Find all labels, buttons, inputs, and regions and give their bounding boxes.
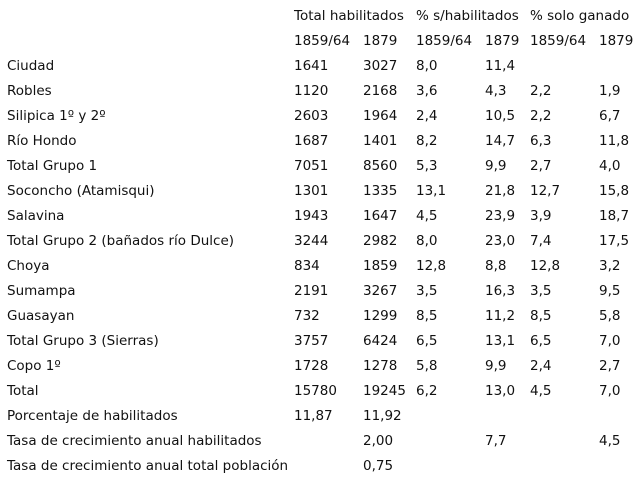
value-cell [294,429,363,454]
row-label: Sumampa [7,283,76,299]
value-cell: 8,2 [416,133,438,149]
table-row [0,354,643,379]
value-cell: 11,87 [294,408,333,424]
value-cell [530,404,599,429]
table-row [0,179,643,204]
table-row [0,429,643,454]
value-cell: 11,8 [599,133,630,149]
value-cell: 18,7 [599,208,630,224]
value-cell: 2,2 [530,83,552,99]
value-cell: 10,5 [485,108,516,124]
value-cell: 5,8 [599,308,621,324]
value-cell: 7,4 [530,233,552,249]
value-cell: 23,0 [485,233,516,249]
value-cell: 16,3 [485,283,516,299]
table-row [0,254,643,279]
row-label: Ciudad [7,58,55,74]
value-cell: 9,9 [485,358,507,374]
value-cell [530,454,599,479]
row-label: Total [7,383,39,399]
value-cell: 3244 [294,233,329,249]
table-row [0,79,643,104]
table-row [0,54,643,79]
value-cell: 1401 [363,133,398,149]
value-cell [294,454,363,479]
value-cell: 1278 [363,358,398,374]
year-header-cell: 1879 [485,33,520,49]
value-cell: 1299 [363,308,398,324]
value-cell: 13,1 [485,333,516,349]
value-cell: 11,2 [485,308,516,324]
value-cell: 6,2 [416,383,438,399]
value-cell: 732 [294,308,320,324]
value-cell: 1335 [363,183,398,199]
value-cell: 6,5 [416,333,438,349]
value-cell: 2982 [363,233,398,249]
value-cell [530,54,599,79]
value-cell: 2603 [294,108,329,124]
header-blank-cell [0,29,294,54]
value-cell: 7,0 [599,383,621,399]
value-cell: 3,6 [416,83,438,99]
value-cell: 6424 [363,333,398,349]
row-label: Porcentaje de habilitados [7,408,178,424]
value-cell: 12,8 [416,258,447,274]
value-cell: 3,5 [530,283,552,299]
header-pct-habilitados: % s/habilitados [416,8,519,24]
table-row [0,154,643,179]
value-cell: 11,92 [363,408,402,424]
value-cell: 1859 [363,258,398,274]
value-cell: 3267 [363,283,398,299]
value-cell: 8560 [363,158,398,174]
value-cell: 12,8 [530,258,561,274]
value-cell: 15,8 [599,183,630,199]
value-cell: 8,5 [416,308,438,324]
header-pct-solo-ganado: % solo ganado [530,8,630,24]
value-cell: 3757 [294,333,329,349]
value-cell: 3,5 [416,283,438,299]
value-cell: 2,7 [599,358,621,374]
value-cell: 3027 [363,58,398,74]
value-cell: 2,7 [530,158,552,174]
value-cell: 1728 [294,358,329,374]
value-cell: 21,8 [485,183,516,199]
value-cell: 0,75 [363,458,394,474]
value-cell: 834 [294,258,320,274]
value-cell: 2,2 [530,108,552,124]
value-cell: 8,0 [416,233,438,249]
row-label: Río Hondo [7,133,77,149]
table-row [0,104,643,129]
value-cell [599,454,643,479]
table-row [0,304,643,329]
value-cell: 8,8 [485,258,507,274]
table-row [0,229,643,254]
value-cell: 13,1 [416,183,447,199]
value-cell: 1301 [294,183,329,199]
value-cell: 2168 [363,83,398,99]
table-row [0,329,643,354]
value-cell: 1687 [294,133,329,149]
row-label: Copo 1º [7,358,61,374]
value-cell: 13,0 [485,383,516,399]
header-blank-cell [0,4,294,29]
value-cell [416,454,485,479]
header-group-row [0,4,643,29]
year-header-cell: 1859/64 [416,33,473,49]
row-label: Tasa de crecimiento anual total población [7,458,289,474]
row-label: Tasa de crecimiento anual habilitados [7,433,262,449]
value-cell: 3,9 [530,208,552,224]
value-cell: 11,4 [485,58,516,74]
table-row [0,404,643,429]
row-label: Total Grupo 3 (Sierras) [7,333,159,349]
year-header-cell: 1879 [363,33,398,49]
table-row [0,379,643,404]
value-cell: 4,5 [416,208,438,224]
value-cell: 1,9 [599,83,621,99]
row-label: Silipica 1º y 2º [7,108,106,124]
row-label: Soconcho (Atamisqui) [7,183,155,199]
value-cell: 2,00 [363,433,394,449]
value-cell: 6,5 [530,333,552,349]
year-header-cell: 1859/64 [530,33,587,49]
value-cell: 7051 [294,158,329,174]
value-cell: 1120 [294,83,329,99]
row-label: Total Grupo 2 (bañados río Dulce) [7,233,235,249]
value-cell: 1647 [363,208,398,224]
value-cell: 2191 [294,283,329,299]
value-cell: 8,5 [530,308,552,324]
value-cell [416,404,485,429]
row-label: Salavina [7,208,65,224]
value-cell [599,404,643,429]
statistics-table [0,4,643,479]
value-cell: 7,7 [485,433,507,449]
table-row [0,454,643,479]
value-cell: 4,0 [599,158,621,174]
value-cell: 4,3 [485,83,507,99]
value-cell [485,404,530,429]
row-label: Guasayan [7,308,75,324]
value-cell: 4,5 [530,383,552,399]
value-cell: 3,2 [599,258,621,274]
value-cell: 14,7 [485,133,516,149]
value-cell: 15780 [294,383,337,399]
value-cell: 8,0 [416,58,438,74]
value-cell: 5,8 [416,358,438,374]
table-row [0,129,643,154]
value-cell: 12,7 [530,183,561,199]
row-label: Choya [7,258,50,274]
value-cell [530,429,599,454]
year-header-cell: 1859/64 [294,33,351,49]
header-year-row [0,29,643,54]
value-cell: 1964 [363,108,398,124]
table-row [0,279,643,304]
value-cell: 1641 [294,58,329,74]
header-total-habilitados: Total habilitados [294,8,404,24]
value-cell: 1943 [294,208,329,224]
value-cell: 19245 [363,383,406,399]
value-cell: 23,9 [485,208,516,224]
year-header-cell: 1879 [599,33,634,49]
value-cell: 17,5 [599,233,630,249]
value-cell: 6,7 [599,108,621,124]
value-cell: 2,4 [530,358,552,374]
value-cell: 7,0 [599,333,621,349]
value-cell: 9,5 [599,283,621,299]
value-cell [485,454,530,479]
value-cell: 4,5 [599,433,621,449]
value-cell [416,429,485,454]
value-cell: 2,4 [416,108,438,124]
table-row [0,204,643,229]
value-cell [599,54,643,79]
row-label: Robles [7,83,52,99]
row-label: Total Grupo 1 [7,158,98,174]
value-cell: 9,9 [485,158,507,174]
value-cell: 6,3 [530,133,552,149]
value-cell: 5,3 [416,158,438,174]
